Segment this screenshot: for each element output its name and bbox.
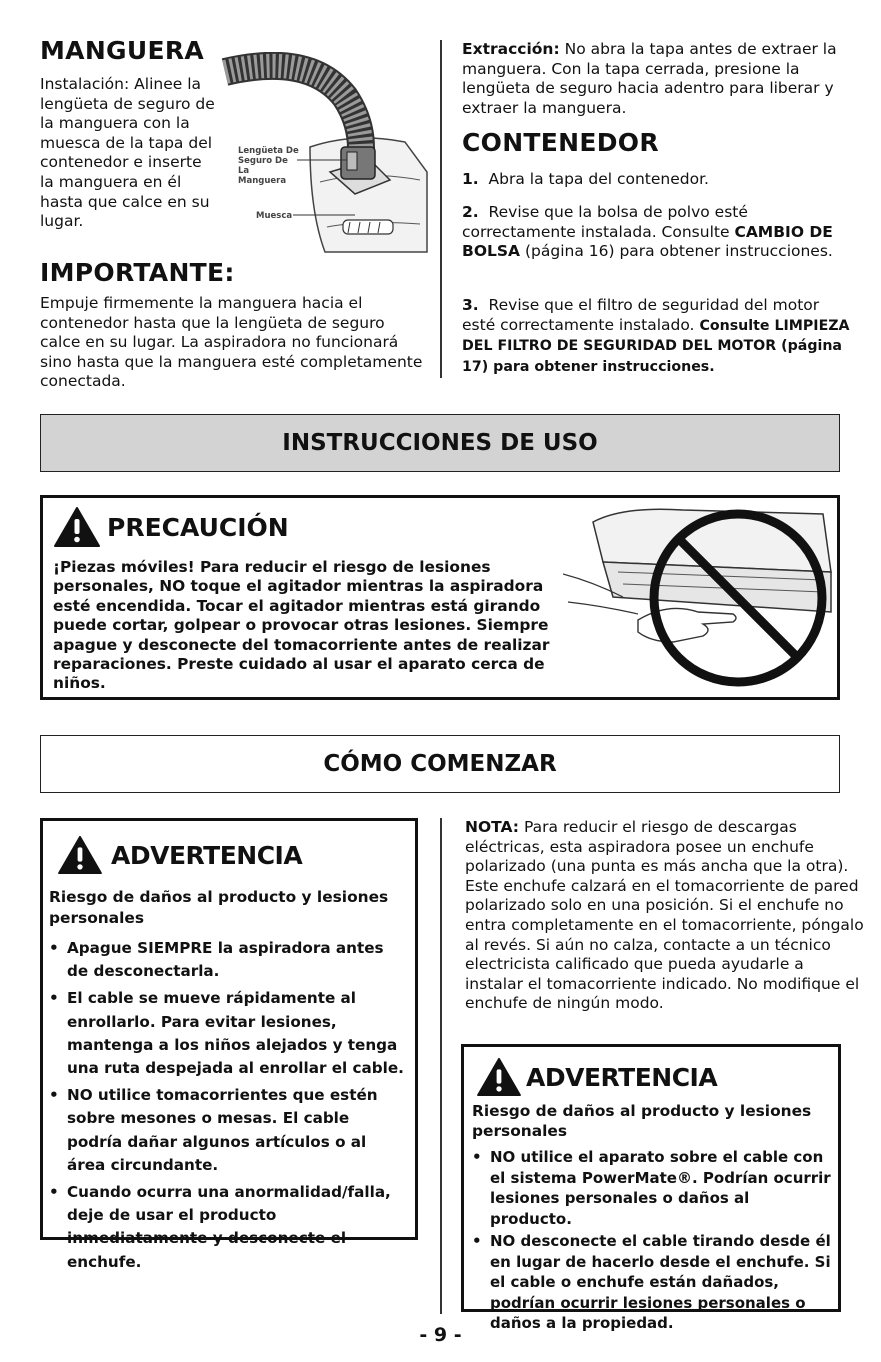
page-number: - 9 - [419,1324,462,1346]
container-step-1: 1. Abra la tapa del contenedor. [462,170,709,188]
list-item: • NO utilice tomacorrientes que estén sobre mesones o mesas. El cable podría dañar algunos artículos o al área circundante. [45,1084,407,1177]
warning-right-header [476,1057,717,1097]
container-step-3: 3. Revise que el filtro de seguridad del motor esté correctamente instalado. Consulte LIMPIEZA DEL FILTRO DE SEGURIDAD DEL MOTOR (página 17) para obtener instrucciones. [462,296,850,375]
container-title: CONTENEDOR [462,128,659,157]
extraction-text: No abra la tapa antes de extraer la manguera. Con la tapa cerrada, presione la lengüeta de seguro hacia adentro para liberar y extraer la manguera. [462,40,837,117]
start-banner: CÓMO COMENZAR [40,735,840,793]
hose-title: MANGUERA [40,36,205,65]
column-divider-top [440,40,442,378]
warning-triangle-icon [57,835,103,875]
column-divider-bottom [440,818,442,1314]
usage-banner: INSTRUCCIONES DE USO [40,414,840,472]
agitator-prohibited-illustration [563,502,838,694]
extraction-label: Extracción: [462,40,560,58]
list-item: • El cable se mueve rápidamente al enrollarlo. Para evitar lesiones, mantenga a los niños alejados y tenga una ruta despejada al enrollar el cable. [45,987,407,1080]
installation-text: Alinee la lengüeta de seguro de la manguera con la muesca de la tapa del contenedor e inserte la manguera en él hasta que calce en su lugar. [40,75,215,231]
caution-title: PRECAUCIÓN [107,512,289,542]
extraction-paragraph [462,40,854,118]
hose-installation [40,75,216,232]
note-text: Para reducir el riesgo de descargas eléctricas, esta aspiradora posee un enchufe polarizado (una punta es más ancha que la otra). Este enchufe calzará en el tomacorriente de pared polarizado solo en una posición. Si el enchufe no entra completamente en el tomacorriente, póngalo al revés. Si aún no calza, contacte a un técnico electricista calificado que pueda ayudarle a instalar el tomacorriente indicado. No modifique el enchufe de ningún modo. [465,818,864,1013]
note-paragraph [465,818,865,1014]
warning-right-title: ADVERTENCIA [526,1062,718,1092]
important-text: Empuje firmemente la manguera hacia el contenedor hasta que la lengüeta de seguro calce en su lugar. La aspiradora no funcionará sino hasta que la manguera esté completamente conectada. [40,294,423,391]
caution-header [53,506,289,548]
container-step-2: 2. Revise que la bolsa de polvo esté correctamente instalada. Consulte CAMBIO DE BOLSA (página 16) para obtener instrucciones. [462,203,833,261]
warning-left-title: ADVERTENCIA [111,840,303,870]
caution-box [40,495,840,700]
warning-right-box [461,1044,841,1332]
callout-notch-label: Muesca [256,211,293,221]
list-item: • NO desconecte el cable tirando desde él en lugar de hacerlo desde el enchufe. Si el cable o enchufe están dañados, podrían ocurrir lesiones personales o daños a la propiedad. [468,1231,832,1334]
warning-left-subtitle: Riesgo de daños al producto y lesiones personales [49,888,389,927]
warning-triangle-icon [476,1057,522,1097]
warning-right-list [468,1147,832,1334]
important-title: IMPORTANTE: [40,258,235,287]
caution-text: ¡Piezas móviles! Para reducir el riesgo de lesiones personales, NO toque el agitador mientras la aspiradora esté encendida. Tocar el agitador mientras está girando puede cortar, golpear o provocar otras lesiones. Siempre apague y desconecte del tomacorriente antes de realizar reparaciones. Preste cuidado al usar el aparato cerca de niños. [53,558,550,693]
installation-label: Instalación: [40,75,130,93]
warning-triangle-icon [53,506,101,548]
list-item: • Cuando ocurra una anormalidad/falla, deje de usar el producto inmediatamente y desconecte el enchufe. [45,1181,407,1274]
warning-left-box [40,818,418,1271]
note-label: NOTA: [465,818,520,836]
warning-right-subtitle: Riesgo de daños al producto y lesiones personales [472,1102,812,1140]
callout-tab-label: Lengüeta De Seguro De La Manguera [238,146,299,186]
list-item: • NO utilice el aparato sobre el cable con el sistema PowerMate®. Podrían ocurrir lesiones personales o daños al producto. [468,1147,832,1229]
list-item: • Apague SIEMPRE la aspiradora antes de desconectarla. [45,937,407,983]
warning-left-list [45,937,407,1274]
warning-left-header [57,835,302,875]
